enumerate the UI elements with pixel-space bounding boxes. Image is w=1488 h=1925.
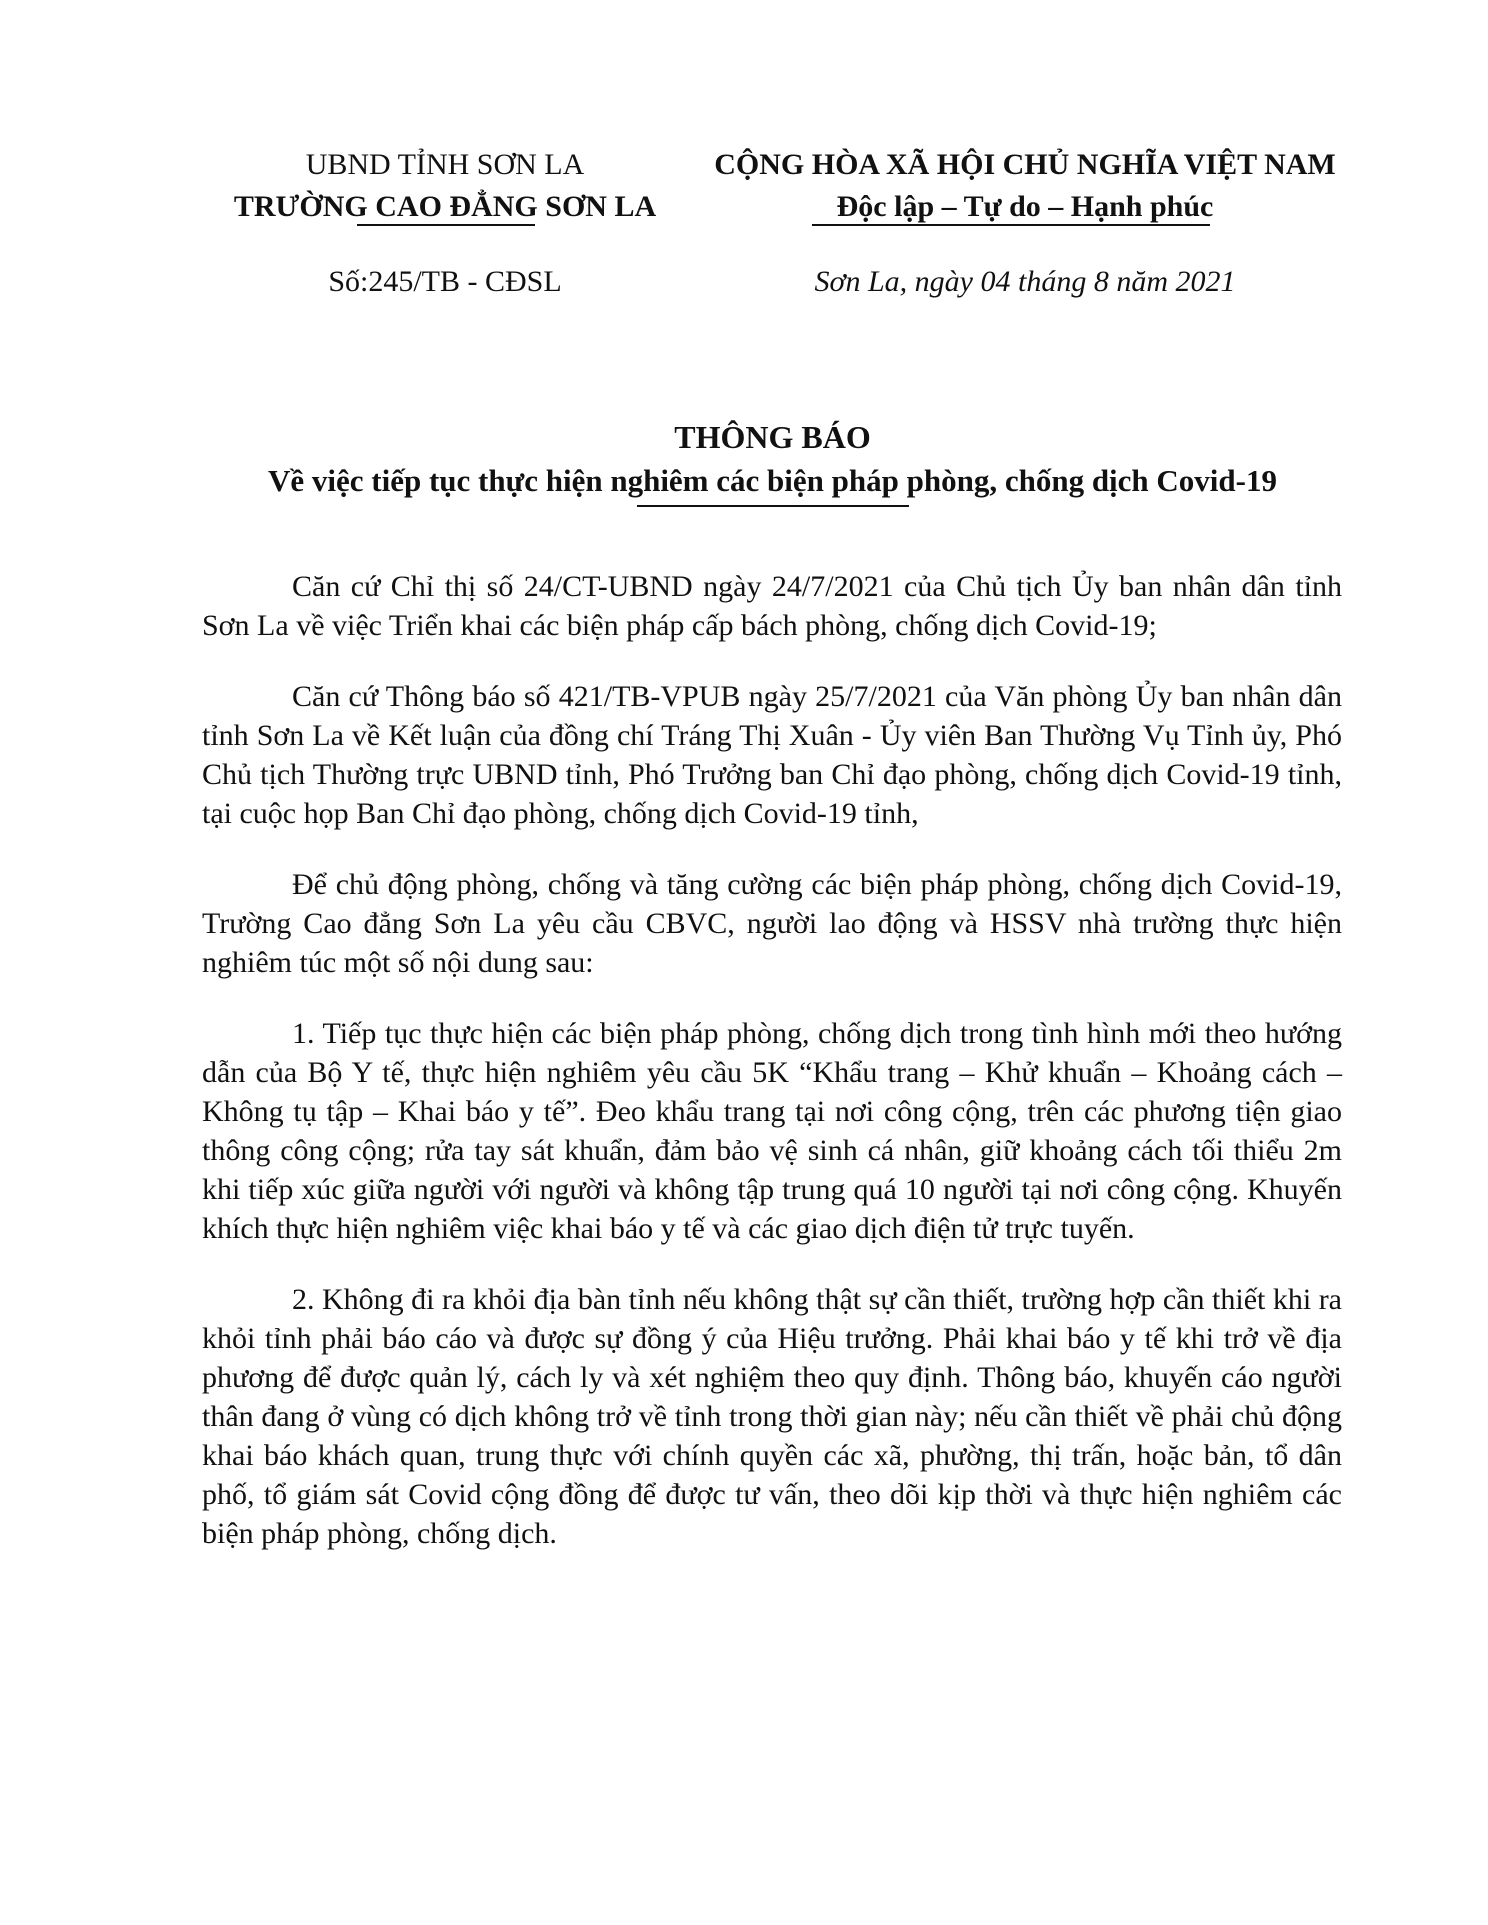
paragraph-item-2: 2. Không đi ra khỏi địa bàn tỉnh nếu không thật sự cần thiết, trường hợp cần thiết khi ra khỏi tỉnh phải báo cáo và được sự đồng ý của Hiệu trưởng. Phải khai báo y tế khi trở về địa phương để được quản lý, cách ly và xét nghiệm theo quy định. Thông báo, khuyến cáo người thân đang ở vùng có dịch không trở về tỉnh trong thời gian này; nếu cần thiết về phải chủ động khai báo khách quan, trung thực với chính quyền các xã, phường, thị trấn, hoặc bản, tổ dân phố, tổ giám sát Covid cộng đồng để được tư vấn, theo dõi kịp thời và thực hiện nghiêm các biện pháp phòng, chống dịch. xyxy=(202,1283,1342,1550)
document-title: THÔNG BÁO xyxy=(674,419,871,455)
issuing-authority-block xyxy=(200,144,690,228)
document-subtitle: Về việc tiếp tục thực hiện nghiêm các biện pháp phòng, chống dịch Covid-19 xyxy=(268,463,1277,498)
document-number: Số:245/TB - CĐSL xyxy=(328,265,562,298)
document-body xyxy=(202,567,1342,1585)
national-motto-block xyxy=(705,144,1345,228)
paragraph-purpose: Để chủ động phòng, chống và tăng cường các biện pháp phòng, chống dịch Covid-19, Trường Cao đẳng Sơn La yêu cầu CBVC, người lao động và HSSV nhà trường thực hiện nghiêm túc một số nội dung sau: xyxy=(202,868,1342,979)
paragraph-basis-notice: Căn cứ Thông báo số 421/TB-VPUB ngày 25/7/2021 của Văn phòng Ủy ban nhân dân tỉnh Sơn La về Kết luận của đồng chí Tráng Thị Xuân - Ủy viên Ban Thường Vụ Tỉnh ủy, Phó Chủ tịch Thường trực UBND tỉnh, Phó Trưởng ban Chỉ đạo phòng, chống dịch Covid-19 tỉnh, tại cuộc họp Ban Chỉ đạo phòng, chống dịch Covid-19 tỉnh, xyxy=(202,680,1342,830)
national-title: CỘNG HÒA XÃ HỘI CHỦ NGHĨA VIỆT NAM xyxy=(714,148,1336,181)
national-motto: Độc lập – Tự do – Hạnh phúc xyxy=(836,190,1214,223)
parent-authority: UBND TỈNH SƠN LA xyxy=(305,148,585,181)
motto-underline xyxy=(812,224,1210,226)
organization-name: TRƯỜNG CAO ĐẲNG SƠN LA xyxy=(233,190,657,223)
place-and-date: Sơn La, ngày 04 tháng 8 năm 2021 xyxy=(814,265,1236,298)
paragraph-item-1: 1. Tiếp tục thực hiện các biện pháp phòng, chống dịch trong tình hình mới theo hướng dẫn của Bộ Y tế, thực hiện nghiêm yêu cầu 5K “Khẩu trang – Khử khuẩn – Khoảng cách – Không tụ tập – Khai báo y tế”. Đeo khẩu trang tại nơi công cộng, trên các phương tiện giao thông công cộng; rửa tay sát khuẩn, đảm bảo vệ sinh cá nhân, giữ khoảng cách tối thiểu 2m khi tiếp xúc giữa người với người và không tập trung quá 10 người tại nơi công cộng. Khuyến khích thực hiện nghiêm việc khai báo y tế và các giao dịch điện tử trực tuyến. xyxy=(202,1017,1342,1245)
organization-underline xyxy=(357,224,535,226)
paragraph-basis-directive: Căn cứ Chỉ thị số 24/CT-UBND ngày 24/7/2021 của Chủ tịch Ủy ban nhân dân tỉnh Sơn La về việc Triển khai các biện pháp cấp bách phòng, chống dịch Covid-19; xyxy=(202,570,1342,642)
subtitle-underline xyxy=(637,505,909,507)
